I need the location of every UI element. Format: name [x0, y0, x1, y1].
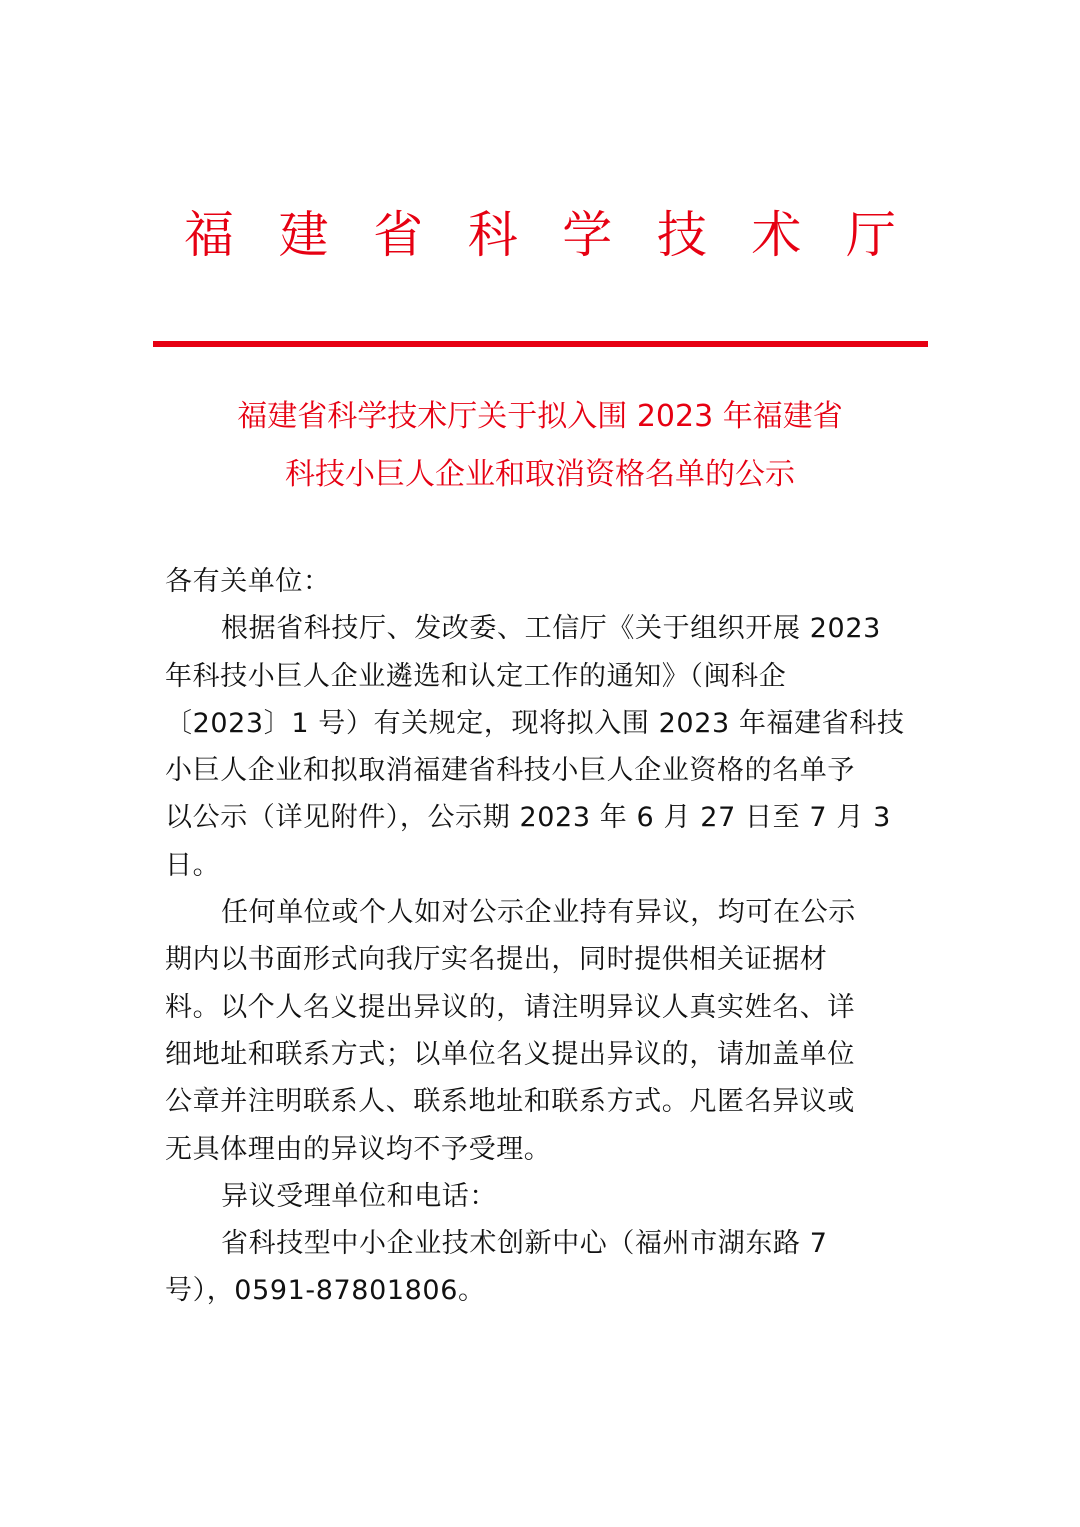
paragraph-4 [165, 1220, 905, 1315]
body-line: 异议受理单位和电话： [221, 1180, 497, 1212]
body-line: 日。 [165, 849, 221, 881]
masthead-char: 学 [562, 206, 613, 264]
body-line: 无具体理由的异议均不予受理。 [165, 1133, 552, 1165]
body-line: 〔2023〕1 号）有关规定，现将拟入围 2023 年福建省科技 [165, 707, 905, 739]
body-line: 根据省科技厅、发改委、工信厅《关于组织开展 2023 [221, 613, 881, 645]
body-line: 省科技型中小企业技术创新中心（福州市湖东路 7 [221, 1228, 828, 1260]
masthead-char: 厅 [845, 206, 896, 264]
masthead-char: 建 [278, 206, 329, 264]
paragraph-3 [165, 1173, 905, 1220]
body-line: 以公示（详见附件），公示期 2023 年 6 月 27 日至 7 月 3 [165, 802, 891, 834]
document-body [165, 558, 905, 1315]
masthead-char: 术 [751, 206, 802, 264]
salutation: 各有关单位： [165, 566, 331, 597]
red-divider-line [153, 341, 928, 347]
title-line-2: 科技小巨人企业和取消资格名单的公示 [285, 457, 795, 492]
body-line: 任何单位或个人如对公示企业持有异议，均可在公示 [221, 897, 856, 929]
body-line: 料。以个人名义提出异议的，请注明异议人真实姓名、详 [165, 991, 855, 1023]
masthead-char: 科 [467, 206, 518, 264]
title-line-1: 福建省科学技术厅关于拟入围 2023 年福建省 [237, 399, 843, 434]
masthead-char: 技 [656, 206, 707, 264]
masthead [150, 195, 930, 275]
body-line: 号），0591-87801806。 [165, 1275, 486, 1307]
body-line: 小巨人企业和拟取消福建省科技小巨人企业资格的名单予 [165, 755, 855, 787]
paragraph-2 [165, 889, 905, 1173]
body-line: 细地址和联系方式；以单位名义提出异议的，请加盖单位 [165, 1038, 855, 1070]
body-line: 公章并注明联系人、联系地址和联系方式。凡匿名异议或 [165, 1086, 855, 1118]
masthead-char: 福 [184, 206, 234, 264]
masthead-char: 省 [373, 206, 424, 264]
body-line: 期内以书面形式向我厅实名提出，同时提供相关证据材 [165, 944, 828, 976]
document-title [140, 388, 940, 504]
paragraph-1 [165, 605, 905, 889]
body-line: 年科技小巨人企业遴选和认定工作的通知》（闽科企 [165, 660, 787, 692]
